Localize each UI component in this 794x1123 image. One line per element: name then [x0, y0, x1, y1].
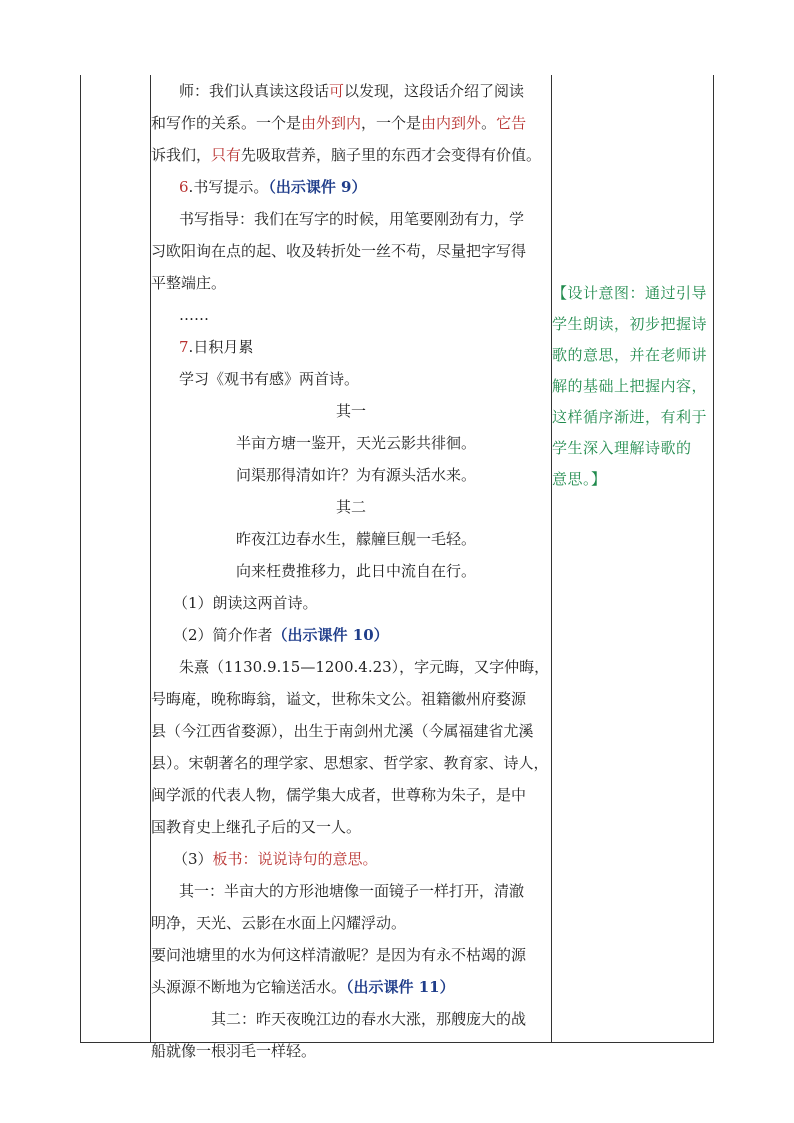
- design-intent-line-7: 意思。】: [552, 470, 607, 488]
- study-poems-line: 学习《观书有感》两首诗。: [179, 370, 360, 388]
- writing-guide-line-1: 书写指导：我们在写字的时候，用笔要刚劲有力，学: [179, 210, 525, 228]
- lesson-content-cell: [151, 75, 551, 1067]
- step-1: （1）朗读这两首诗。: [173, 594, 318, 612]
- author-bio-line-2: 号晦庵，晚称晦翁，谥文，世称朱文公。祖籍徽州府婺源: [151, 690, 527, 708]
- teacher-line-1: 师：我们认真读这段话可以发现，这段话介绍了阅读: [179, 82, 525, 100]
- design-intent-line-4: 解的基础上把握内容，: [552, 377, 708, 395]
- column-divider-2: [551, 75, 552, 1043]
- explanation-2-line-1: 其二：昨天夜晚江边的春水大涨，那艘庞大的战: [211, 1010, 527, 1028]
- section-6-heading: 6.书写提示。（出示课件 9）: [179, 178, 367, 196]
- table-border-left: [80, 75, 81, 1043]
- lesson-table: [80, 75, 714, 1060]
- poem-1-title: 其一: [335, 402, 366, 420]
- design-intent-line-6: 学生深入理解诗歌的: [552, 439, 692, 457]
- writing-guide-line-3: 平整端庄。: [151, 274, 227, 292]
- author-bio-line-3: 县（今江西省婺源），出生于南剑州尤溪（今属福建省尤溪: [151, 722, 534, 740]
- step-2: （2）简介作者（出示课件 10）: [173, 626, 389, 644]
- poem-2-line-2: 向来枉费推移力，此日中流自在行。: [236, 562, 477, 580]
- explanation-1-line-4: 头源源不断地为它输送活水。（出示课件 11）: [151, 978, 455, 996]
- design-intent-note: [552, 278, 712, 495]
- design-intent-line-5: 这样循序渐进，有利于: [552, 408, 708, 426]
- explanation-2-line-2: 船就像一根羽毛一样轻。: [151, 1042, 317, 1060]
- section-7-heading: 7.日积月累: [179, 338, 254, 356]
- poem-2-line-1: 昨夜江边春水生，艨艟巨舰一毛轻。: [236, 530, 477, 548]
- design-intent-line-1: 【设计意图：通过引导: [552, 284, 708, 302]
- design-intent-line-3: 歌的意思，并在老师讲: [552, 346, 708, 364]
- design-intent-line-2: 学生朗读，初步把握诗: [552, 315, 708, 333]
- writing-guide-line-2: 习欧阳询在点的起、收及转折处一丝不苟，尽量把字写得: [151, 242, 527, 260]
- author-bio-line-5: 闽学派的代表人物，儒学集大成者，世尊称为朱子，是中: [151, 786, 527, 804]
- ellipsis: ……: [179, 306, 209, 324]
- author-bio-line-4: 县）。宋朝著名的理学家、思想家、哲学家、教育家、诗人，: [151, 754, 549, 772]
- poem-1-line-2: 问渠那得清如许？为有源头活水来。: [236, 466, 477, 484]
- poem-2-title: 其二: [335, 498, 366, 516]
- explanation-1-line-2: 明净，天光、云影在水面上闪耀浮动。: [151, 914, 407, 932]
- teacher-line-3: 诉我们，只有先吸取营养，脑子里的东西才会变得有价值。: [151, 146, 542, 164]
- explanation-1-line-1: 其一：半亩大的方形池塘像一面镜子一样打开，清澈: [179, 882, 525, 900]
- table-border-right: [713, 75, 714, 1043]
- poem-1-line-1: 半亩方塘一鉴开，天光云影共徘徊。: [236, 434, 477, 452]
- author-bio-line-1: 朱熹（1130.9.15—1200.4.23），字元晦，又字仲晦，: [179, 658, 550, 676]
- teacher-line-2: 和写作的关系。一个是由外到内，一个是由内到外。它告: [151, 114, 527, 132]
- step-3: （3）板书：说说诗句的意思。: [173, 850, 378, 868]
- author-bio-line-6: 国教育史上继孔子后的又一人。: [151, 818, 362, 836]
- explanation-1-line-3: 要问池塘里的水为何这样清澈呢？是因为有永不枯竭的源: [151, 946, 527, 964]
